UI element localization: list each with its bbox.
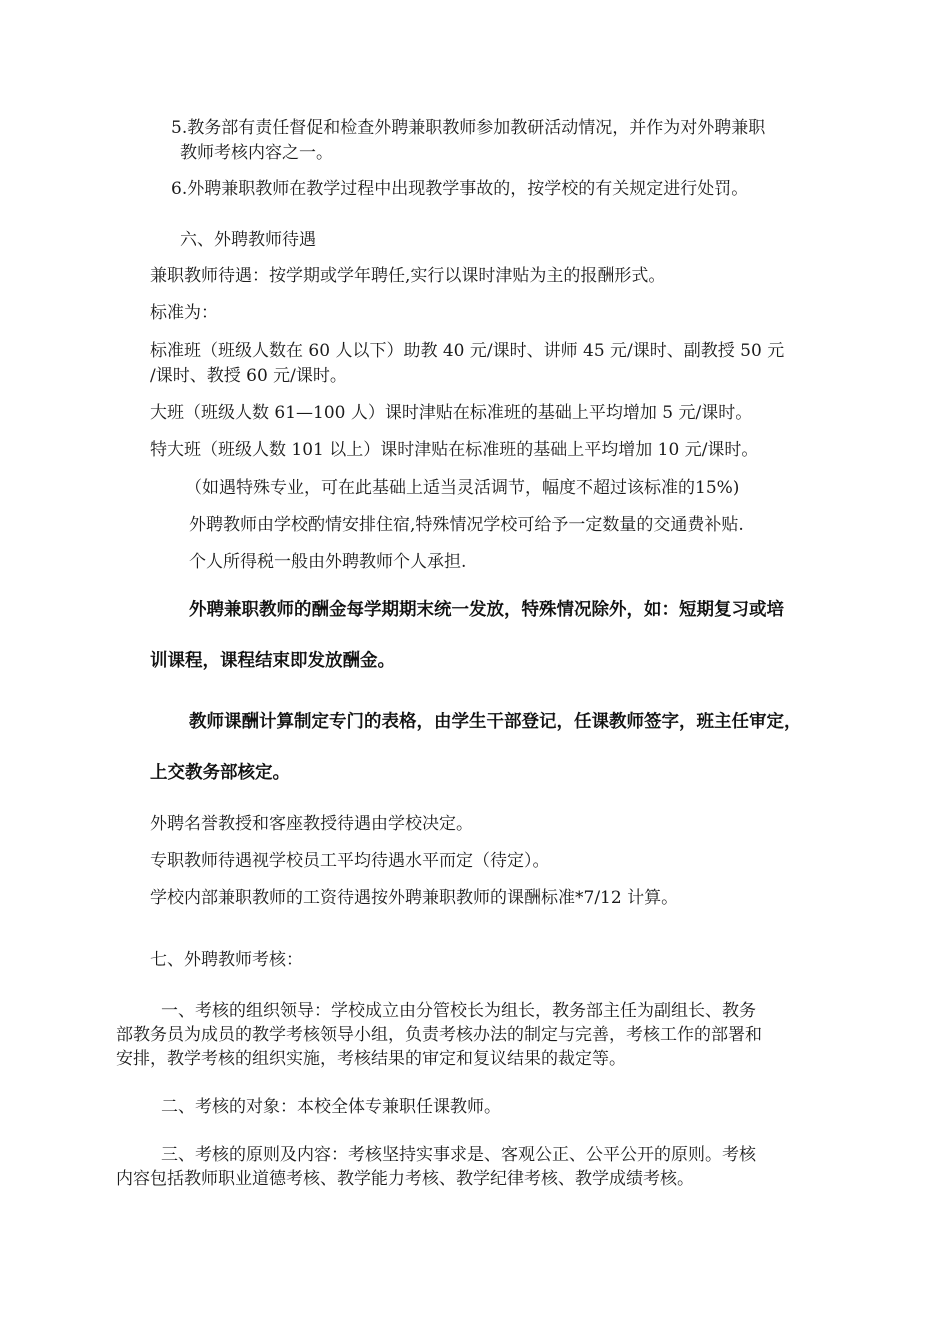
assessment-organization-line-3: 安排，教学考核的组织实施，考核结果的审定和复议结果的裁定等。 [116, 1049, 626, 1069]
payment-paragraph-line-1: 外聘兼职教师的酬金每学期期末统一发放，特殊情况除外，如：短期复习或培 [189, 600, 784, 620]
special-note: （如遇特殊专业，可在此基础上适当灵活调节，幅度不超过该标准的15%) [185, 478, 740, 498]
payment-paragraph-line-2: 训课程，课程结束即发放酬金。 [150, 651, 395, 671]
assessment-principles-line-1: 三、考核的原则及内容：考核坚持实事求是、客观公正、公平公开的原则。考核 [161, 1145, 756, 1165]
section-6-heading: 六、外聘教师待遇 [180, 230, 316, 250]
form-paragraph-line-1: 教师课酬计算制定专门的表格，由学生干部登记，任课教师签字，班主任审定， [189, 712, 802, 732]
lodging-paragraph: 外聘教师由学校酌情安排住宿,特殊情况学校可给予一定数量的交通费补贴. [189, 515, 744, 535]
assessment-principles-line-2: 内容包括教师职业道德考核、教学能力考核、教学纪律考核、教学成绩考核。 [116, 1169, 694, 1189]
form-paragraph-line-2: 上交教务部核定。 [150, 763, 290, 783]
rule-item-5-line-1: 5.教务部有责任督促和检查外聘兼职教师参加教研活动情况，并作为对外聘兼职 [171, 118, 766, 138]
section-7-heading: 七、外聘教师考核： [150, 950, 303, 970]
standard-class-line-2: /课时、教授 60 元/课时。 [150, 366, 347, 386]
rule-item-5-line-2: 教师考核内容之一。 [180, 143, 333, 163]
assessment-target: 二、考核的对象：本校全体专兼职任课教师。 [161, 1097, 501, 1117]
standard-class-line-1: 标准班（班级人数在 60 人以下）助教 40 元/课时、讲师 45 元/课时、副教授 50 元 [150, 341, 785, 361]
assessment-organization-line-2: 部教务员为成员的教学考核领导小组，负责考核办法的制定与完善，考核工作的部署和 [116, 1025, 762, 1045]
internal-paragraph: 学校内部兼职教师的工资待遇按外聘兼职教师的课酬标准*7/12 计算。 [150, 888, 679, 908]
fulltime-paragraph: 专职教师待遇视学校员工平均待遇水平而定（待定）。 [150, 851, 550, 871]
tax-paragraph: 个人所得税一般由外聘教师个人承担. [189, 552, 467, 572]
standard-label: 标准为： [150, 303, 218, 323]
treatment-paragraph: 兼职教师待遇：按学期或学年聘任,实行以课时津贴为主的报酬形式。 [150, 266, 666, 286]
rule-item-6: 6.外聘兼职教师在教学过程中出现教学事故的，按学校的有关规定进行处罚。 [171, 179, 749, 199]
assessment-organization-line-1: 一、考核的组织领导：学校成立由分管校长为组长，教务部主任为副组长、教务 [161, 1001, 756, 1021]
big-class-paragraph: 大班（班级人数 61—100 人）课时津贴在标准班的基础上平均增加 5 元/课时。 [150, 403, 753, 423]
honorary-paragraph: 外聘名誉教授和客座教授待遇由学校决定。 [150, 814, 473, 834]
extra-class-paragraph: 特大班（班级人数 101 以上）课时津贴在标准班的基础上平均增加 10 元/课时。 [150, 440, 759, 460]
